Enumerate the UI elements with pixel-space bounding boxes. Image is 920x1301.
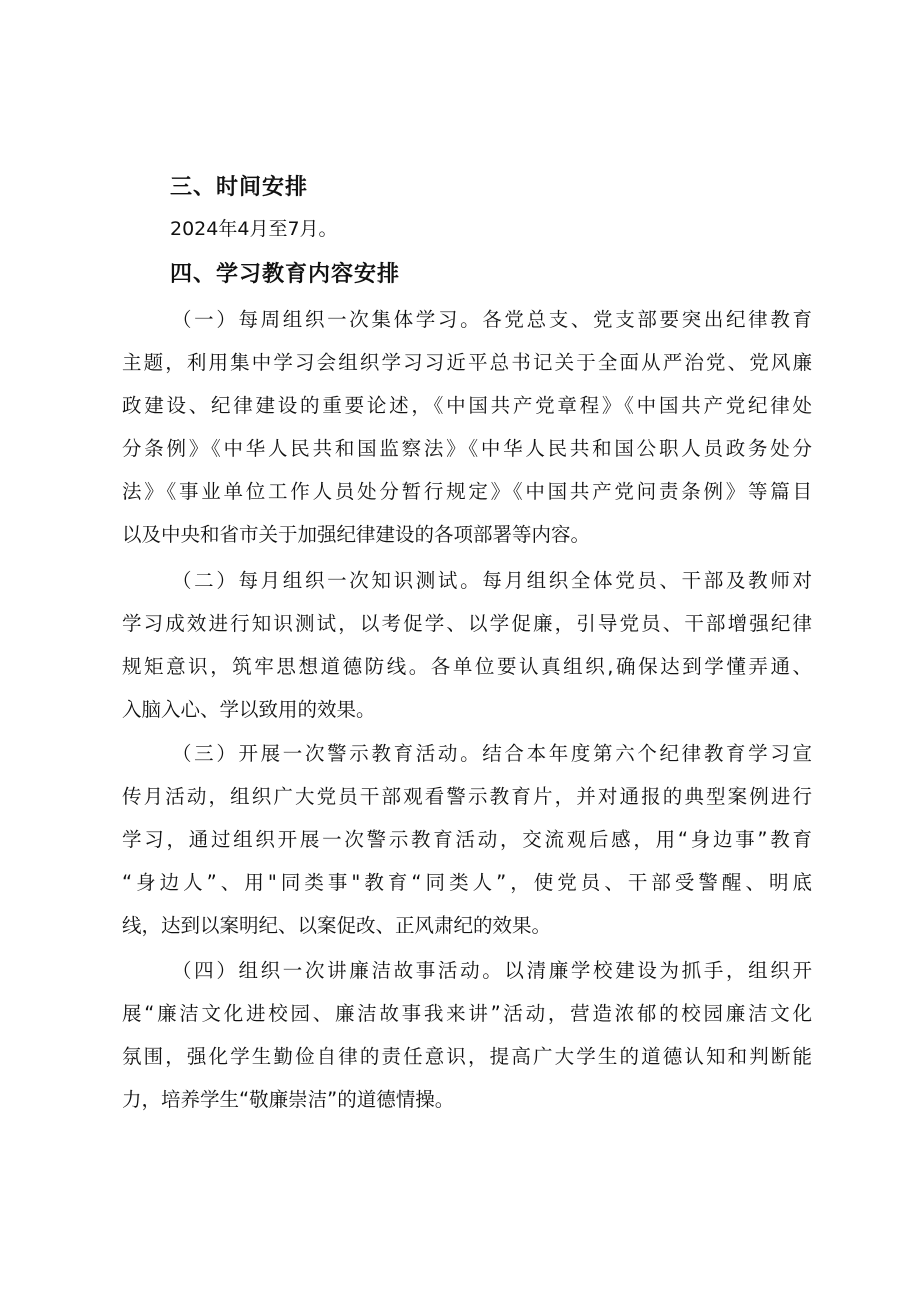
paragraph-warning-education [122,732,812,947]
paragraph-line: 力，培养学生“敬廉崇洁”的道德情操。 [122,1088,455,1111]
section-heading-content-arrangement: 四、学习教育内容安排 [170,262,401,287]
paragraph-line: 学习，通过组织开展一次警示教育活动，交流观后感，用“身边事”教育 [122,828,812,851]
time-schedule-text: 2024年4月至7月。 [170,218,338,240]
paragraph-line: 氛围，强化学生勤俭自律的责任意识，提高广大学生的道德认知和判断能 [122,1045,812,1068]
paragraph-line: 传月活动，组织广大党员干部观看警示教育片，并对通报的典型案例进行 [122,785,812,808]
paragraph-line: 入脑入心、学以致用的效果。 [122,698,376,721]
paragraph-line: 主题，利用集中学习会组织学习习近平总书记关于全面从严治党、党风廉 [122,351,812,374]
paragraph-line: （一）每周组织一次集体学习。各党总支、党支部要突出纪律教育 [172,308,812,331]
paragraph-integrity-stories [122,949,812,1121]
paragraph-line: 法》《事业单位工作人员处分暂行规定》《中国共产党问责条例》等篇目 [122,480,812,503]
paragraph-weekly-study [122,298,812,556]
paragraph-line: “身边人”、用"同类事"教育“同类人”，使党员、干部受警醒、明底 [122,871,812,894]
paragraph-line: （三）开展一次警示教育活动。结合本年度第六个纪律教育学习宣 [172,742,812,765]
paragraph-line: （二）每月组织一次知识测试。每月组织全体党员、干部及教师对 [172,569,812,592]
paragraph-line: 线，达到以案明纪、以案促改、正风肃纪的效果。 [122,914,552,937]
paragraph-line: 展“廉洁文化进校园、廉洁故事我来讲”活动，营造浓郁的校园廉洁文化 [122,1002,812,1025]
paragraph-line: 规矩意识，筑牢思想道德防线。各单位要认真组织,确保达到学懂弄通、 [122,655,812,678]
paragraph-line: 学习成效进行知识测试，以考促学、以学促廉，引导党员、干部增强纪律 [122,612,812,635]
paragraph-line: （四）组织一次讲廉洁故事活动。以清廉学校建设为抓手，组织开 [172,959,812,982]
paragraph-line: 以及中央和省市关于加强纪律建设的各项部署等内容。 [122,523,591,546]
section-heading-time-schedule: 三、时间安排 [170,175,309,200]
paragraph-monthly-test [122,559,812,731]
paragraph-line: 政建设、纪律建设的重要论述，《中国共产党章程》《中国共产党纪律处 [122,394,812,417]
paragraph-line: 分条例》《中华人民共和国监察法》《中华人民共和国公职人员政务处分 [122,437,812,460]
